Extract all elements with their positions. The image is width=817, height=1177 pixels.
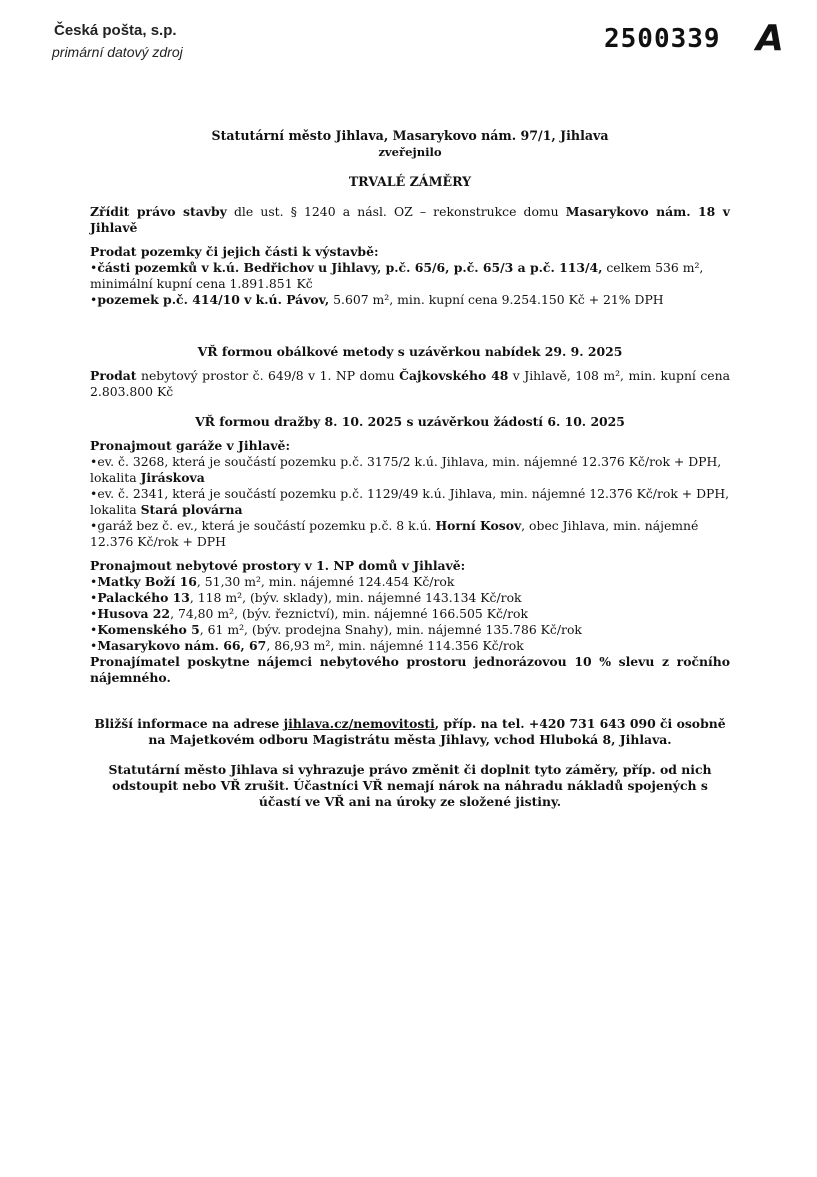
list-item xyxy=(90,486,730,518)
garage-location: Horní Kosov xyxy=(435,518,522,533)
space-text: , 61 m², (býv. prodejna Snahy), min. nájemné 135.786 Kč/rok xyxy=(199,622,582,637)
space-address: Husova 22 xyxy=(97,606,171,621)
space-text: , 51,30 m², min. nájemné 124.454 Kč/rok xyxy=(196,574,455,589)
garage-text: ev. č. 2341, která je součástí pozemku p.č. 1129/49 k.ú. Jihlava, min. nájemné 12.376 Kč/rok + DPH, lokalita xyxy=(90,486,730,517)
space-text: , 74,80 m², (býv. řeznictví), min. nájemné 166.505 Kč/rok xyxy=(170,606,528,621)
sender-org: Česká pošta, s.p. xyxy=(54,22,177,39)
list-item xyxy=(90,574,730,590)
document-number: 2500339 xyxy=(604,24,721,54)
discount-note: Pronajímatel poskytne nájemci nebytového prostoru jednorázovou 10 % slevu z ročního nájemného. xyxy=(90,654,730,685)
garage-rent-title: Pronajmout garáže v Jihlavě: xyxy=(90,438,291,453)
space-sale-paragraph xyxy=(90,368,730,400)
space-address: Matky Boží 16 xyxy=(97,574,197,589)
auction-title: VŘ formou dražby 8. 10. 2025 s uzávěrkou žádostí 6. 10. 2025 xyxy=(195,414,625,429)
space-rent-title: Pronajmout nebytové prostory v 1. NP domů v Jihlavě: xyxy=(90,558,466,573)
space-rent-list xyxy=(90,574,730,654)
website-link[interactable]: jihlava.cz/nemovitosti xyxy=(283,716,435,731)
list-item xyxy=(90,518,730,550)
garage-list xyxy=(90,454,730,550)
garage-text: garáž bez č. ev., která je součástí pozemku p.č. 8 k.ú. xyxy=(97,518,436,533)
issuer-line: Statutární město Jihlava, Masarykovo nám. 97/1, Jihlava xyxy=(211,128,609,143)
sender-subtitle: primární datový zdroj xyxy=(52,44,183,60)
garage-location: Stará plovárna xyxy=(140,502,243,517)
document-mark: A xyxy=(756,18,784,59)
contact-text: , příp. na tel. +420 731 643 090 či osobně na Majetkovém odboru Magistrátu města Jihlavy, vchod Hluboká 8, Jihlava. xyxy=(148,716,726,747)
land-item-bold: části pozemků v k.ú. Bedřichov u Jihlavy, p.č. 65/6, p.č. 65/3 a p.č. 113/4, xyxy=(97,260,603,275)
page-title: TRVALÉ ZÁMĚRY xyxy=(348,174,472,189)
build-right-text: dle ust. § 1240 a násl. OZ – rekonstrukce domu xyxy=(226,204,566,219)
space-text: , 86,93 m², min. nájemné 114.356 Kč/rok xyxy=(266,638,524,653)
space-sale-text: v Jihlavě, 108 m², min. kupní cena 2.803.800 Kč xyxy=(90,368,730,399)
land-sale-list xyxy=(90,260,730,308)
land-item-text: celkem 536 m², minimální kupní cena 1.891.851 Kč xyxy=(90,260,704,291)
space-sale-text: nebytový prostor č. 649/8 v 1. NP domu xyxy=(136,368,400,383)
space-text: , 118 m², (býv. sklady), min. nájemné 143.134 Kč/rok xyxy=(189,590,522,605)
land-sale-title: Prodat pozemky či jejich části k výstavbě: xyxy=(90,244,379,259)
space-sale-place: Čajkovského 48 xyxy=(399,368,509,383)
space-address: Komenského 5 xyxy=(97,622,200,637)
garage-text: ev. č. 3268, která je součástí pozemku p.č. 3175/2 k.ú. Jihlava, min. nájemné 12.376 Kč/rok + DPH, lokalita xyxy=(90,454,722,485)
build-right-label: Zřídit právo stavby xyxy=(90,204,227,219)
disclaimer: Statutární město Jihlava si vyhrazuje právo změnit či doplnit tyto záměry, příp. od nich odstoupit nebo VŘ zrušit. Účastníci VŘ nemají nárok na náhradu nákladů spojených s účastí ve VŘ ani na úroky ze složené jistiny. xyxy=(108,762,712,809)
land-item-bold: pozemek p.č. 414/10 v k.ú. Pávov, xyxy=(97,292,330,307)
land-item-text: 5.607 m², min. kupní cena 9.254.150 Kč + 21% DPH xyxy=(329,292,664,307)
list-item xyxy=(90,638,730,654)
contact-text: Bližší informace na adrese xyxy=(94,716,284,731)
space-sale-label: Prodat xyxy=(90,368,137,383)
list-item xyxy=(90,590,730,606)
list-item xyxy=(90,622,730,638)
list-item xyxy=(90,260,730,292)
envelope-tender-title: VŘ formou obálkové metody s uzávěrkou nabídek 29. 9. 2025 xyxy=(197,344,623,359)
garage-location: Jiráskova xyxy=(140,470,205,485)
build-right-place: Masarykovo nám. 18 v Jihlavě xyxy=(90,204,730,235)
space-address: Masarykovo nám. 66, 67 xyxy=(97,638,267,653)
list-item xyxy=(90,606,730,622)
contact-info xyxy=(90,716,730,748)
list-item xyxy=(90,454,730,486)
garage-text: , obec Jihlava, min. nájemné 12.376 Kč/rok + DPH xyxy=(90,518,699,549)
document-body xyxy=(90,128,730,810)
build-right-paragraph xyxy=(90,204,730,236)
issuer-published: zveřejnilo xyxy=(378,145,442,159)
space-address: Palackého 13 xyxy=(97,590,190,605)
list-item xyxy=(90,292,730,308)
